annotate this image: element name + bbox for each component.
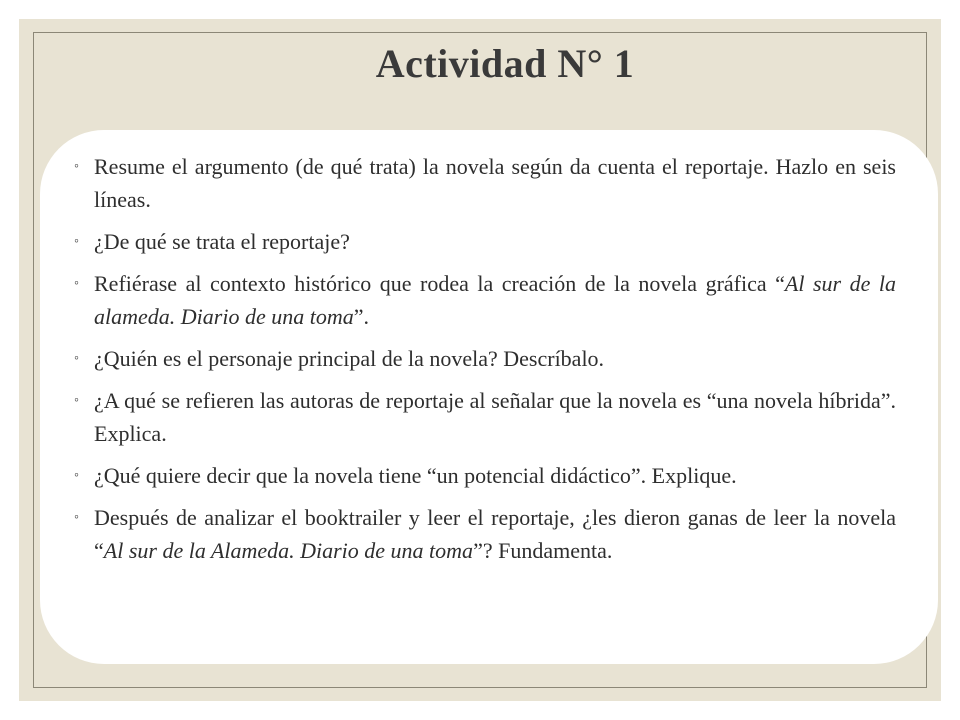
item-text: ¿De qué se trata el reportaje?	[94, 229, 350, 254]
book-title: Al sur de la Alameda. Diario de una toma	[103, 538, 474, 563]
bullet-icon: ◦	[74, 276, 79, 291]
list-item-6	[72, 459, 896, 492]
list-item-5	[72, 384, 896, 450]
bullet-icon: ◦	[74, 234, 79, 249]
activity-list	[72, 150, 896, 576]
item-text: Después de analizar el booktrailer y leer el reportaje, ¿les dieron ganas de leer la novela “	[94, 505, 896, 563]
page-title: Actividad N° 1	[375, 41, 635, 86]
bullet-icon: ◦	[74, 159, 79, 174]
bullet-icon: ◦	[74, 510, 79, 525]
bullet-icon: ◦	[74, 468, 79, 483]
book-title: Al sur de la alameda. Diario de una toma	[94, 271, 896, 329]
bullet-icon: ◦	[74, 351, 79, 366]
list-item-4	[72, 342, 896, 375]
item-text: ¿Quién es el personaje principal de la novela? Descríbalo.	[94, 346, 605, 371]
list-item-7	[72, 501, 896, 567]
item-text: Refiérase al contexto histórico que rodea la creación de la novela gráfica “	[94, 271, 785, 296]
item-text-end: ”? Fundamenta.	[473, 538, 613, 563]
item-text-end: ”.	[353, 304, 369, 329]
bullet-icon: ◦	[74, 393, 79, 408]
item-text: ¿A qué se refieren las autoras de reportaje al señalar que la novela es “una novela híbrida”. Explica.	[94, 388, 896, 446]
list-item-3	[72, 267, 896, 333]
item-text: Resume el argumento (de qué trata) la novela según da cuenta el reportaje. Hazlo en seis líneas.	[94, 154, 896, 212]
list-item-1	[72, 150, 896, 216]
item-text: ¿Qué quiere decir que la novela tiene “un potencial didáctico”. Explique.	[94, 463, 737, 488]
list-item-2	[72, 225, 896, 258]
